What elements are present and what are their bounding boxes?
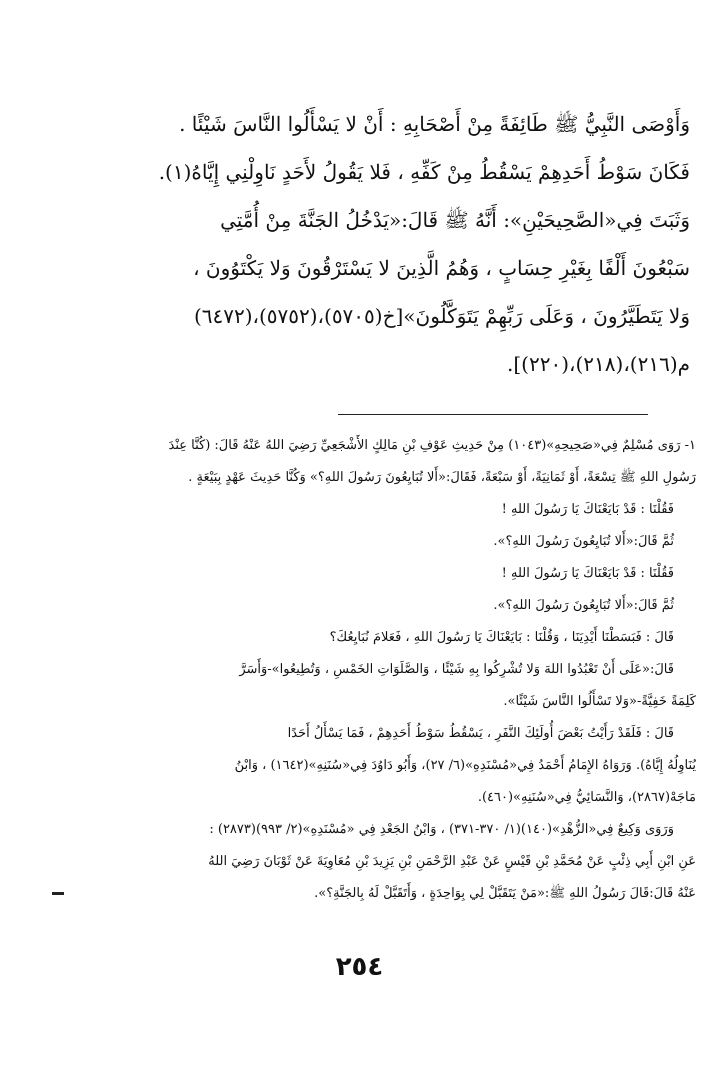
footnote-line: ثُمَّ قَالَ:«أَلا تُبَايِعُونَ رَسُولَ اللهِ؟».: [493, 534, 674, 549]
footnote-line: يُنَاوِلُهُ إِيَّاهُ). وَرَوَاهُ الإِمَامُ أَحْمَدُ فِي«مُسْنَدِهِ»(٦/ ٢٧)، وَأَبُو دَاوُدَ فِي«سُنَنِهِ»(١٦٤٢) ، وَابْنُ: [234, 758, 696, 773]
footnote-line: قَالَ : فَبَسَطْنَا أَيْدِيَنَا ، وَقُلْنَا : بَايَعْنَاكَ يَا رَسُولَ اللهِ ، فَعَلامَ نُبَايِعُكَ؟: [329, 630, 674, 645]
footnote-line: ثُمَّ قَالَ:«أَلا تُبَايِعُونَ رَسُولَ اللهِ؟».: [493, 598, 674, 613]
footnote-line: ١- رَوَى مُسْلِمٌ فِي«صَحِيحِهِ»(١٠٤٣) مِنْ حَدِيثِ عَوْفِ بْنِ مَالِكٍ الأَشْجَعِيِّ رَضِيَ اللهُ عَنْهُ قَالَ: (كُنَّا عِنْدَ: [168, 438, 696, 453]
footnote-line: مَاجَهْ(٢٨٦٧)، وَالنَّسَائِيُّ فِي«سُنَنِهِ»(٤٦٠).: [477, 790, 696, 805]
main-line: سَبْعُونَ أَلْفًا بِغَيْرِ حِسَابٍ ، وَهُمُ الَّذِينَ لا يَسْتَرْقُونَ وَلا يَكْتَوُونَ ،: [193, 256, 690, 280]
footnote-line: رَسُولِ اللهِ ﷺ تِسْعَةً، أَوْ ثَمَانِيَةً، أَوْ سَبْعَةً، فَقَالَ:«أَلا تُبَايِعُونَ رَسُولَ اللهِ؟» وَكُنَّا حَدِيثَ عَهْدٍ بِبَيْعَةٍ .: [188, 470, 696, 485]
footnote-line: فَقُلْنَا : قَدْ بَايَعْنَاكَ يَا رَسُولَ اللهِ !: [501, 566, 674, 581]
footnote-line-last: [30, 878, 696, 910]
continuation-dash: [52, 892, 64, 895]
footnotes: [30, 430, 696, 910]
footnote-line: كَلِمَةً خَفِيَّةً-«وَلا تَسْأَلُوا النَّاسَ شَيْئًا».: [503, 694, 696, 709]
main-text: [30, 100, 690, 388]
footnote-line: قَالَ : فَلَقَدْ رَأَيْتُ بَعْضَ أُولَئِكَ النَّفَرِ ، يَسْقُطُ سَوْطُ أَحَدِهِمْ ، فَمَا يَسْأَلُ أَحَدًا: [287, 726, 674, 741]
main-line: فَكَانَ سَوْطُ أَحَدِهِمْ يَسْقُطُ مِنْ كَفِّهِ ، فَلا يَقُولُ لأَحَدٍ نَاوِلْنِي إِيَّاهُ(١).: [158, 160, 690, 184]
main-line: وَثَبَتَ فِي«الصَّحِيحَيْنِ»: أَنَّهُ ﷺ قَالَ:«يَدْخُلُ الجَنَّةَ مِنْ أُمَّتِي: [220, 208, 690, 232]
main-line: وَلا يَتَطَيَّرُونَ ، وَعَلَى رَبِّهِمْ يَتَوَكَّلُونَ»[خ(٥٧٠٥)،(٥٧٥٢)،(٦٤٧٢): [193, 304, 690, 328]
footnote-line: عَنِ ابْنِ أَبِي ذِئْبٍ عَنْ مُحَمَّدِ بْنِ قَيْسٍ عَنْ عَبْدِ الرَّحْمَنِ بْنِ يَزِيدَ بْنِ مُعَاوِيَةَ عَنْ ثَوْبَانَ رَضِيَ اللهُ: [208, 854, 696, 869]
page-number: ٢٥٤: [335, 952, 384, 982]
footnote-separator: [338, 414, 648, 415]
footnote-line: وَرَوَى وَكِيعٌ فِي«الزُّهْدِ»(١٤٠)(١/ ٣٧٠-٣٧١) ، وَابْنُ الجَعْدِ فِي «مُسْنَدِهِ»(٢/ ٩٩٣)(٢٨٧٣) :: [209, 822, 674, 837]
main-line: وَأَوْصَى النَّبِيُّ ﷺ طَائِفَةً مِنْ أَصْحَابِهِ : أَنْ لا يَسْأَلُوا النَّاسَ شَيْئًا .: [179, 112, 690, 136]
footnote-line: فَقُلْنَا : قَدْ بَايَعْنَاكَ يَا رَسُولَ اللهِ !: [501, 502, 674, 517]
main-line: م(٢١٦)،(٢١٨)،(٢٢٠)].: [507, 352, 690, 376]
footnote-line-text: عَنْهُ قَالَ:قَالَ رَسُولُ اللهِ ﷺ:«مَنْ يَتَقَبَّلْ لِي بِوَاحِدَةٍ ، وَأَتَقَبَّلْ لَهُ بِالجَنَّةِ؟».: [314, 886, 696, 901]
footnote-line: قَالَ:«عَلَى أَنْ تَعْبُدُوا اللهَ وَلا تُشْرِكُوا بِهِ شَيْئًا ، وَالصَّلَوَاتِ الخَمْسِ ، وَتُطِيعُوا»-وَأَسَرَّ: [239, 662, 674, 677]
